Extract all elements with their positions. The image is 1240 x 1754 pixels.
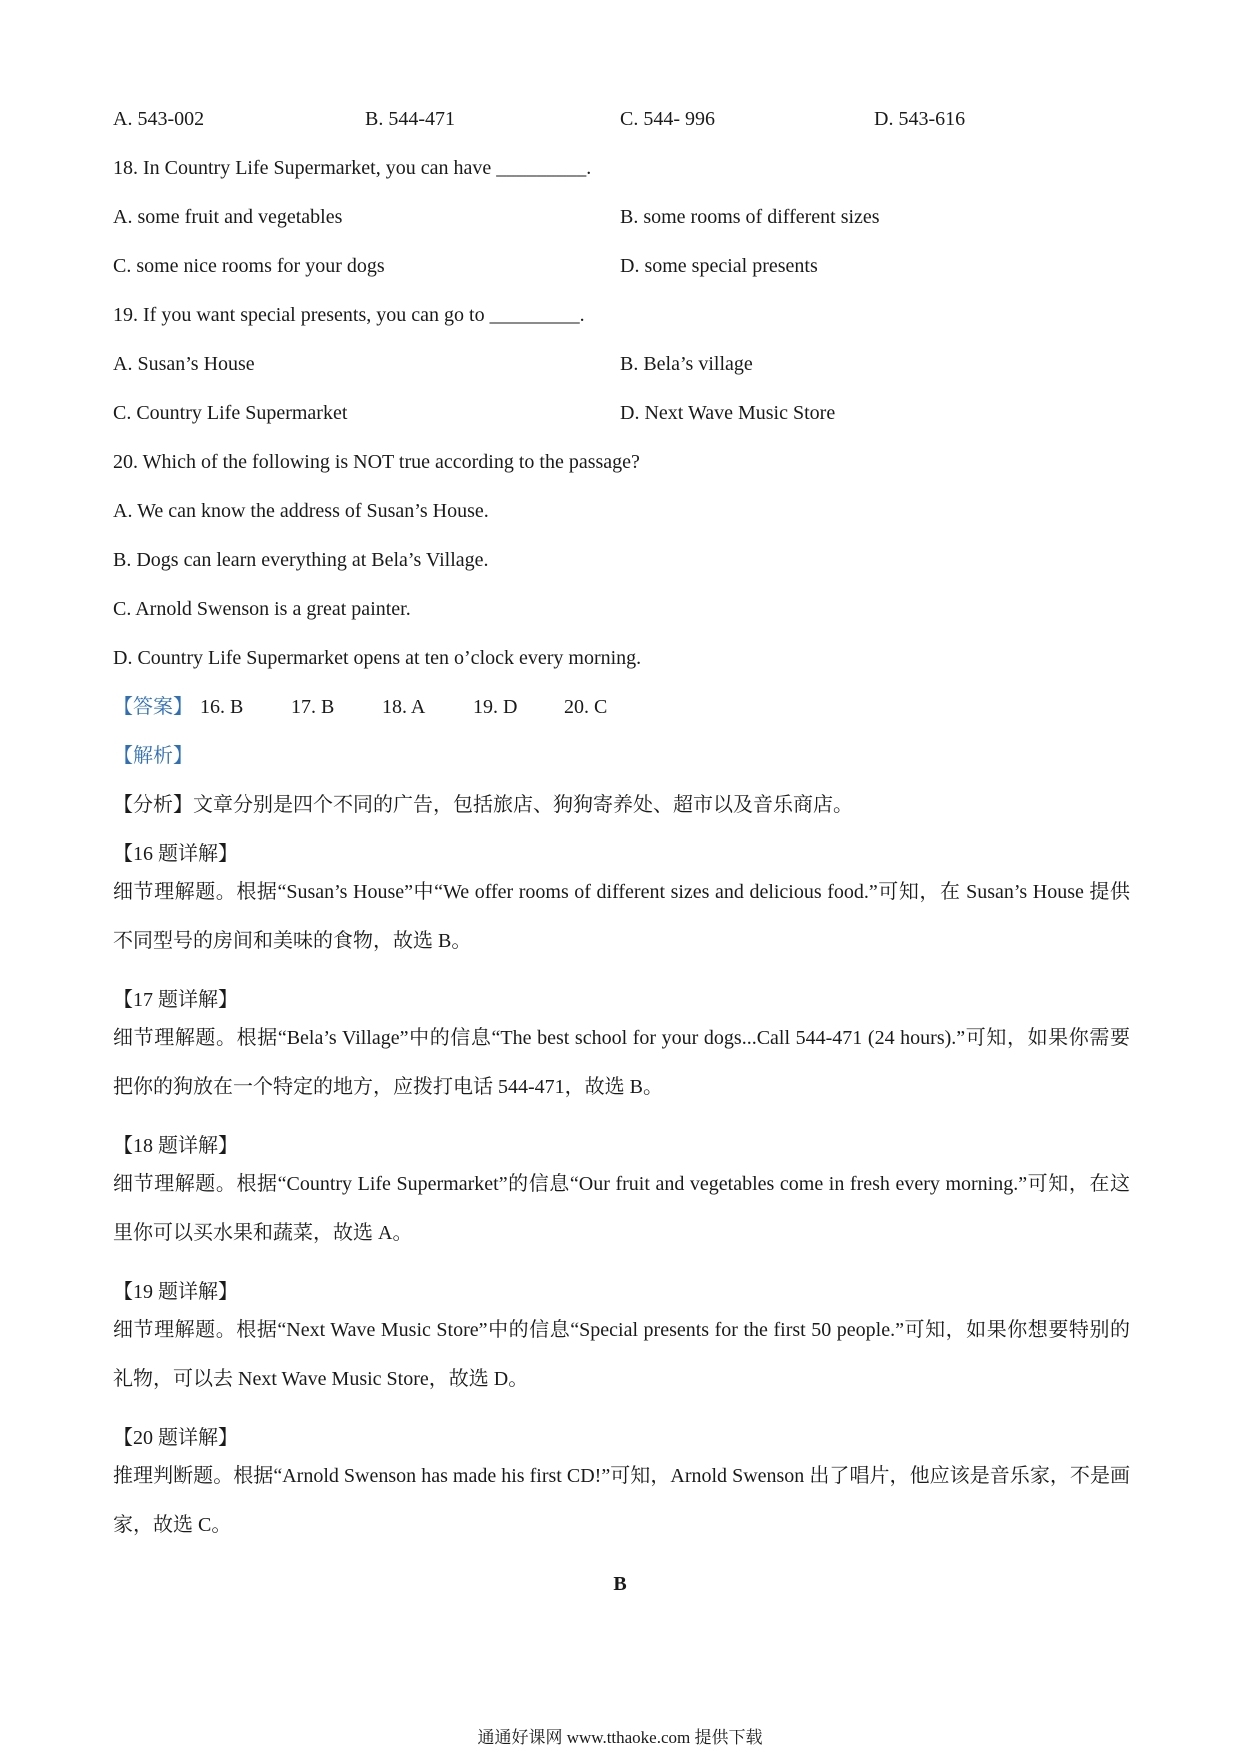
answer-17: 17. B (291, 696, 335, 718)
q20-option-d: D. Country Life Supermarket opens at ten o’clock every morning. (113, 647, 642, 669)
detail-17-heading: 【17 题详解】 (113, 989, 238, 1011)
detail-19-text: 细节理解题。根据“Next Wave Music Store”中的信息“Special presents for the first 50 people.”可知，如果你想要特别的礼物，可以去 Next Wave Music Store，故选 D。 (113, 1319, 1130, 1390)
answer-16: 16. B (200, 696, 244, 718)
q18-options-row2 (113, 252, 1133, 280)
q19-option-b: B. Bela’s village (620, 353, 753, 375)
q18-options-row1 (113, 203, 1133, 231)
detail-18-heading: 【18 题详解】 (113, 1135, 238, 1157)
detail-16-heading: 【16 题详解】 (113, 843, 238, 865)
answer-label: 【答案】 (113, 696, 193, 718)
q17-option-a: A. 543-002 (113, 108, 205, 130)
answer-row (113, 693, 1133, 721)
q20-option-b: B. Dogs can learn everything at Bela’s Village. (113, 549, 489, 571)
analysis-summary: 【分析】文章分别是四个不同的广告，包括旅店、狗狗寄养处、超市以及音乐商店。 (113, 794, 853, 816)
q19-option-a: A. Susan’s House (113, 353, 255, 375)
q19-option-d: D. Next Wave Music Store (620, 402, 836, 424)
section-heading: B (613, 1573, 627, 1595)
footer-credit: 通通好课网 www.tthaoke.com 提供下载 (477, 1728, 763, 1747)
q17-option-c: C. 544- 996 (620, 108, 715, 130)
analysis-label: 【解析】 (113, 745, 193, 767)
q17-option-d: D. 543-616 (874, 108, 966, 130)
detail-17-text: 细节理解题。根据“Bela’s Village”中的信息“The best school for your dogs...Call 544-471 (24 hours).”可知，如果你需要把你的狗放在一个特定的地方，应拨打电话 544-471，故选 B。 (113, 1027, 1130, 1098)
q19-options-row1 (113, 350, 1133, 378)
q18-option-b: B. some rooms of different sizes (620, 206, 880, 228)
q19-options-row2 (113, 399, 1133, 427)
q18-option-c: C. some nice rooms for your dogs (113, 255, 385, 277)
q17-option-b: B. 544-471 (365, 108, 455, 130)
q20-stem: 20. Which of the following is NOT true according to the passage? (113, 451, 640, 473)
detail-20-text: 推理判断题。根据“Arnold Swenson has made his first CD!”可知，Arnold Swenson 出了唱片，他应该是音乐家，不是画家，故选 C。 (113, 1465, 1130, 1536)
detail-16-text: 细节理解题。根据“Susan’s House”中“We offer rooms of different sizes and delicious food.”可知，在 Susan’s House 提供不同型号的房间和美味的食物，故选 B。 (113, 881, 1130, 952)
q19-option-c: C. Country Life Supermarket (113, 402, 348, 424)
q19-stem: 19. If you want special presents, you can go to _________. (113, 304, 585, 326)
answer-18: 18. A (382, 696, 426, 718)
q18-option-d: D. some special presents (620, 255, 818, 277)
detail-20-heading: 【20 题详解】 (113, 1427, 238, 1449)
detail-19-heading: 【19 题详解】 (113, 1281, 238, 1303)
q18-stem: 18. In Country Life Supermarket, you can have _________. (113, 157, 592, 179)
q20-option-c: C. Arnold Swenson is a great painter. (113, 598, 411, 620)
answer-19: 19. D (473, 696, 518, 718)
q20-option-a: A. We can know the address of Susan’s House. (113, 500, 489, 522)
answer-20: 20. C (564, 696, 608, 718)
q17-options (113, 105, 1133, 133)
detail-18-text: 细节理解题。根据“Country Life Supermarket”的信息“Our fruit and vegetables come in fresh every morning.”可知，在这里你可以买水果和蔬菜，故选 A。 (113, 1173, 1130, 1244)
q18-option-a: A. some fruit and vegetables (113, 206, 343, 228)
